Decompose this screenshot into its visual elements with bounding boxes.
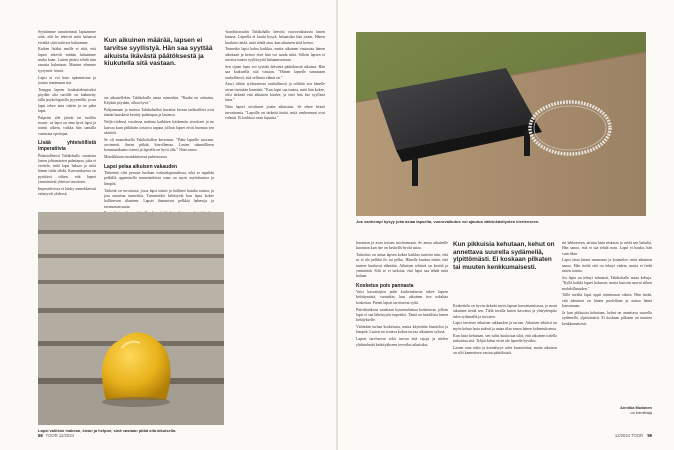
- author-role: on toimittaja: [630, 410, 652, 415]
- pull-quote: Kun pikkuisia kehutaan, kehut on annettava suurella sydämellä, ylpittömästi. Ei koskaan pilkaten tai muuten kenkkumaisesti.: [453, 241, 555, 271]
- right-col-2: Koskettelu on hyvin tärkeää myös lapsen kasvattamisessa, ja moni aikuinen tietää sen. Tällä tavalla lasten kasvatus ja yhteydenpito tulee sydämellä ja turvaten. Lapsi tarvitsee aikuisen rakkauden ja turvan. Aikuisen tehtävä on myös kehua lasta aidosti ja antaa tilaa sanoa hänen kokemuksensa. Kun lasta kehutaan, sen tulisi kuulostaa siltä, että aikuinen todella tarkoittaa sitä. Tyhjät kehut eivät ole lapselle hyväksi. Lasten oma tahto ja itsenäisyys tulee kunnioittaa, mutta aikuisen on silti kannettava vastuu päätöksistä.: [453, 304, 557, 356]
- right-page: [338, 0, 674, 450]
- pull-quote: Kun aikuinen määrää, lapsen ei tarvitse syyllistyä. Hän saa syyttää aikuista ikävästä päätöksestä ja kiukutella sitä vastaan.: [104, 37, 213, 68]
- left-page: [0, 0, 336, 450]
- left-folio: 58 TOOR 12/2024: [38, 433, 74, 438]
- author-byline: [562, 405, 652, 415]
- section-heading: Lisää yhteisöllistä imperatiivia: [38, 140, 96, 153]
- stairs-toy-image: [38, 212, 224, 425]
- left-photo-caption: Lapsi valitsisi makean, kivan ja helpon, sinä vastaan pitää olla aikuisella.: [38, 428, 177, 433]
- right-col-1: huomion ja avaa toisten tarvitsemaan. Se antaa aikuiselle huomion kun itse on keskellä hyvää asiaa. Tarkoitus on antaa lapsen kokea kaikkia tunteita niin, että se ei ole pelkkä ilo tai pelko. Hänelle kuuluu tietää, että tunteet kuuluvat elämään. Aikuisen tehtävä on kestää ja ymmärtää. Silti se ei tarkoita, että lapsi saa tehdä mitä haluaa. Kosketus pois pannasta Vaisi kasvattajien puhe kosketuksesta tukee lapsen kehittymistä, varsinkin, kun aikuinen itse uskaltaa koskettaa. Pienet lapset tarvitsevat syliä. Päivähoidossa saatetaan kyseenalaistaa kosketusta, jolloin lapsi ei saa läheisyyttä tarpeeksi. Tämä on haitallista lasten kehitykselle. Vältetään turhaa kosketusta, mutta käytetään läsnäoloa ja lämpöä. Lasten on voitava kokea turvaa aikuisten sylissä. Lapset tarvitsevat sekä turvaa että rajoja ja niiden yhdistelmää kehittyäkseen terveiksi aikuisiksi.: [356, 241, 448, 347]
- author-name: Anniika Mutanen: [619, 405, 652, 410]
- photo-bench-necklace: [356, 32, 646, 216]
- right-folio: 12/2024 TOOR 59: [614, 433, 652, 438]
- bench-necklace-image: [356, 32, 646, 216]
- section-heading: Kosketus pois pannasta: [356, 282, 414, 289]
- left-col-1: Syyttämme sanattomasti lapsiamme siitä, että he tekevät mitä haluavat eivätkä siitä mitä me haluamme. Kaiken lisäksi meille ei riitä, että lapset tekevät mitään haluamme muka kaan. Lasten pitäisi tehdä niin omasta halustaan. Muuten olemme tyytymät- tömiä. Lapsi ei voi kuin epäonnistua ja joutua tuntemaan sen. Tomppu lapsen houkuttelemiseksi pöydän alta tuolille on käännetty tällä psykologisella pyynnöllä, jossa lapsi tekee aina väärin ja on paha lapsi. Pulpetin alle jäävät tai tuolilta nouse- va lapsi on aina hyvä lapsi ja toimii oikein, vaikka hän samalla vastustaa opettajaa. Lisää yhteisöllistä imperatiivia Pääasiallisesti Tahikohallo suosittaa lasten johtamiseen puhetapaa, joka ei erottele, mitä lapsi haluaa ja mitä hänen tulisi tehdä. Kasvatuksessa on pyrittävä siihen, että lapset ymmärtävät yhteiset tavoitteet. Imperatiivissa ei käsky menekkeessä esiintyvät yhdessä.: [38, 30, 96, 197]
- left-col-3: -konditionaalin Tahikohallo heiväsi vuorovaikutusta lasten kanssa. Lapsella ei kuulu kysyä, haluaisiko hän jotain. Hänen kuuluisi tietää, mitä tehdä aina, kun aikuinen siitä kertoo. Tunnetko lapsi halua karkkia, mutta aikuinen vastustaa hänen aikeitaan ja kertoo ettei hän voi saada niitä. Silloin lapsen ei tarvitse tuntea syyllisyyttä haluamisestaan. Sen sijaan lapsi voi syyttää ikävästä päätöksestä aikuista. Hän saa kiukutella sitä vastaan. "Hänen lapselle samanaan rauhallisesti, että sellaista elämä on." Asuri tilitän työhuonessa rauhallisesti ja selittää sen hänelle aivan itsestään kauniisti. "Kun lapsi saa tuntea, mitä hän kokee, olisi tärkeää että aikuinen kuulee, ja ettei hän itse syyllistä lasta." Näin lapset oivaltavat jotain aikuisista. Se tekee heistä turvattomia. "Lapsille on tärkeää tietää, mitä vanhemmat ovat valmiit. Ei heikkoa vaan lujuutta.": [225, 30, 325, 120]
- section-heading: Lapsi pelaa aikuisen vakauden: [104, 163, 178, 170]
- photo-stairs-toy: [38, 212, 224, 425]
- right-col-3: rin lahkeeseen, tarttuu lasta niskasta ja vetää sen lattialta. Hän sanoo, että ei saa tehdä noin. Lapsi ei hauku, hän vain itkee. Lapsi ottaa kiinni naamansa ja kuuntelee, mitä aikuinen sanoo. Hän tietää että on tehnyt väärin, mutta ei tiedä miten toimia. Jos lapsi on tehnyt tuhmasti, Tahikohallo antaa kehuja. "Kyllä kaikki lapset haluavat, mutta harvoin saavat siihen mahdollisuuden." Tällä tavalla lapsi oppii toimimaan oikein. Hän tietää, että aikuinen on hänen puolellaan ja auttaa häntä kasvamaan. Ja kun pikkuisia kehutaan, kehut on annettava suurella sydämellä, ylpittömästi. Ei koskaan pilkaten tai muuten kenkkumaisesti.: [562, 241, 652, 326]
- right-photo-caption: Jos vanhempi kysyy joka asiaa lapselta, vuorovaikutus voi ajautua väärinkäsitysten kierteeseen.: [356, 219, 540, 224]
- left-col-2: sia aikuisellekin. Tahikohallo antaa esimerkin. "Rauha on valmista. Käykää pöytään, olkaa hyvä." Pohjanmaan ja muissa Tahikohallon havaitut kerran tarkkailleet ovat tämän hauskasti kerätty puhetapaa ja lastensa. Neljä-viidessä vuodessa mahtuu kaikkien käskemän tavoitteet ja ne kasvaa kuin pitkittäin toistuva tapana jolloin lapset eivät huomaa sen sääntöä. Se oli muutoksella Tahikohallon kertomus. "Puhu lapselle suoraan, avoimesti, ilman pitkää, kierollemaa. Lasten säännöllinen kommunikaatio toimii ja lapsella on hyvä olla." Näin sanoo. Muodikkaan moniäänisessä puhetavassa Lapsi pelaa aikuisen vakauden Tärkeintä olisi perusta luodaan varhaislapsuudessa, eikä se tapahdu pelkällä oppimisella tunnetaidoista vaan on myös myötätuntoa ja lämpöä. Tärkeää on arvoitusta, jossa lapsi toimii ja hallitsee kuinka toimia, ja jota muuttuu tunnetilat. Tunnetaidot kehittyvät kun lapsi kokee hallitsevan tilanteen. Lapset ihannoivat pelkkiä hahmoja ja tavanomaisuutta.: [104, 96, 214, 209]
